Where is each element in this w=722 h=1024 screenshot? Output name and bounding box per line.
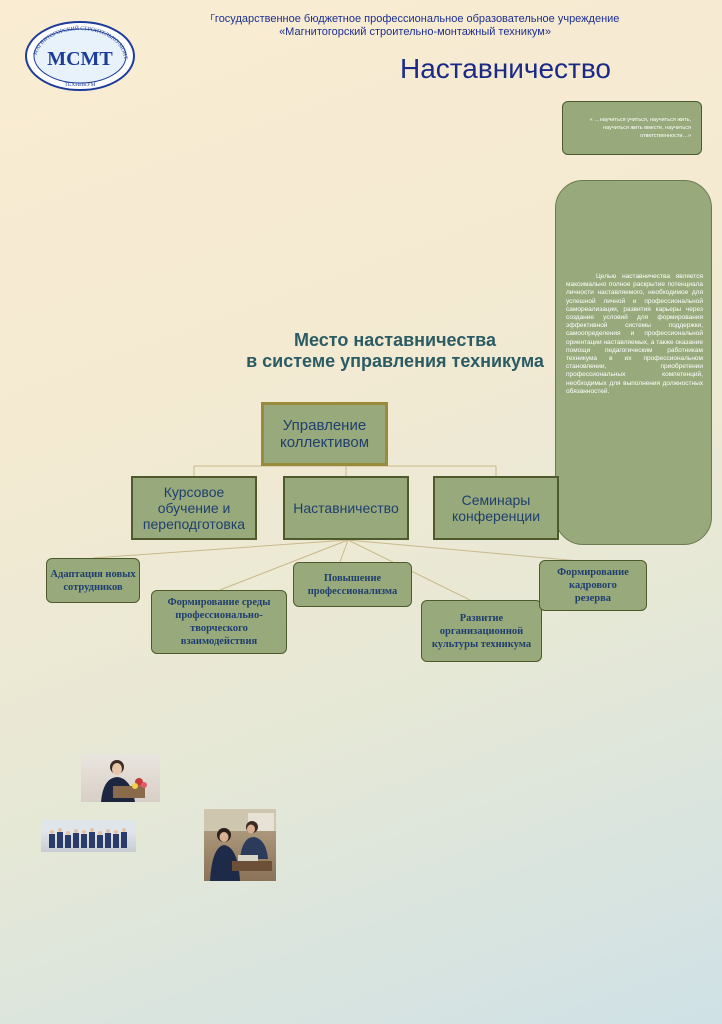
node-management: Управление коллективом	[261, 402, 388, 466]
node-mentoring: Наставничество	[283, 476, 409, 540]
leaf-reserve: Формирование кадрового резерва	[539, 560, 647, 611]
leaf-culture: Развитие организационной культуры техникума	[421, 600, 542, 662]
photo-mentor-award	[81, 754, 160, 802]
page-title: Наставничество	[400, 53, 611, 84]
initial-letter: Г	[210, 13, 215, 22]
institution-type-text: государственное бюджетное профессиональное образовательное учреждение	[214, 13, 620, 25]
leaf-environment: Формирование среды профессионально-творческого взаимодействия	[151, 590, 287, 654]
photo-group-image	[41, 820, 136, 852]
quote-text: « …научиться учиться, научиться жить, научиться жить вместе, научиться ответственности…»	[589, 117, 691, 139]
logo-abbr: МСМТ	[47, 48, 113, 70]
institution-name: «Магнитогорский строительно-монтажный техникум»	[279, 26, 551, 38]
node-courses: Курсовое обучение и переподготовка	[131, 476, 257, 540]
photo-group	[41, 820, 136, 852]
photo-classroom-image	[204, 809, 276, 881]
leaf-adaptation: Адаптация новых сотрудников	[46, 558, 140, 603]
diagram-title-line2: в системе управления техникума	[246, 351, 544, 371]
photo-classroom	[204, 809, 276, 881]
goal-text: Целью наставничества является максимально полное раскрытие потенциала личности наставляемого, необходимое для успешной личной и профессиональной самореализации, развития карьеры через создание условий для формирования эффективной системы поддержки, самоопределения и профессиональной ориентации наставляемых, а также оказание помощи педагогическим работникам техникума в их профессиональном становлении, приобретении профессиональных компетенций, необходимых для выполнения должностных обязанностей.	[566, 273, 703, 395]
node-seminars: Семинары конференции	[433, 476, 559, 540]
photo-mentor-award-image	[81, 754, 160, 802]
diagram-title-line1: Место наставничества	[294, 330, 496, 350]
leaf-professionalism: Повышение профессионализма	[293, 562, 412, 607]
logo-bottom-text: ТЕХНИКУМ	[64, 82, 96, 88]
logo-ring-text: МАГНИТОГОРСКИЙ СТРОИТЕЛЬНО-МОНТ	[32, 25, 129, 60]
